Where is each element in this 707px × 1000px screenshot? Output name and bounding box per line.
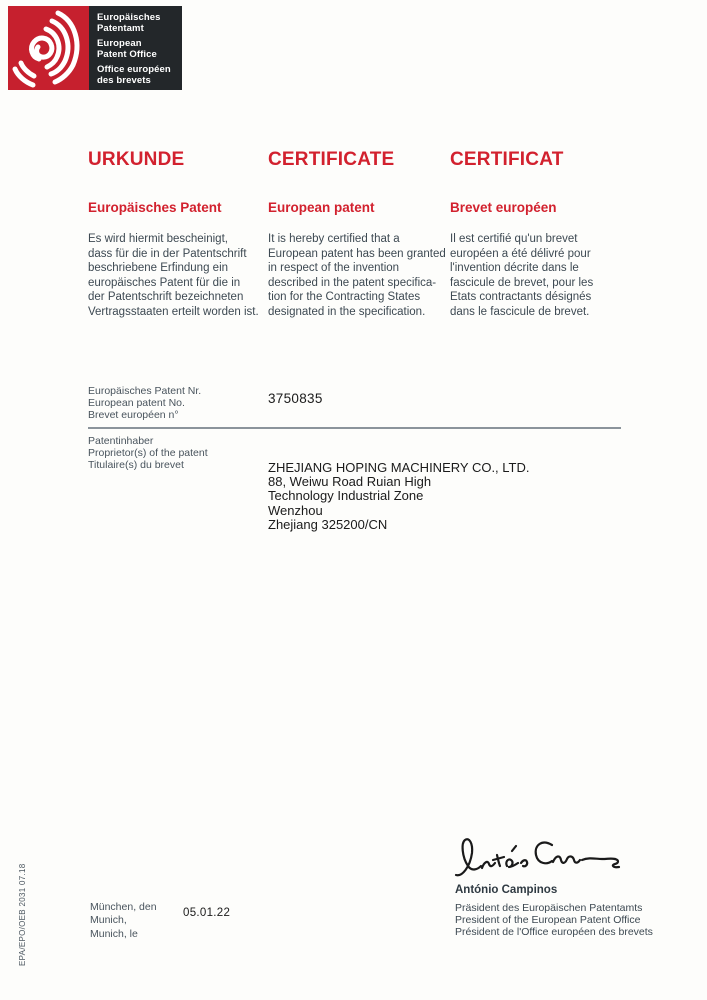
proprietor-address-line: 88, Weiwu Road Ruian High <box>268 474 432 490</box>
body-de-line: dass für die in der Patentschrift <box>88 247 247 260</box>
body-en-line: designated in the specification. <box>268 305 426 318</box>
body-en-line: tion for the Contracting States <box>268 291 421 304</box>
proprietor-label-de: Patentinhaber <box>88 435 154 447</box>
proprietor-address-line: Technology Industrial Zone <box>268 488 424 504</box>
body-de-line: beschriebene Erfindung ein <box>88 262 229 275</box>
signature-handwriting <box>452 833 652 888</box>
body-fr-line: Etats contractants désignés <box>450 291 592 304</box>
patent-number-label-de: Europäisches Patent Nr. <box>88 385 202 397</box>
logo-org-de-line2: Patentamt <box>97 22 144 34</box>
body-fr-line: Il est certifié qu'un brevet <box>450 233 578 245</box>
title-en: CERTIFICATE <box>268 149 395 170</box>
issue-date: 05.01.22 <box>183 907 231 919</box>
proprietor-label-fr: Titulaire(s) du brevet <box>88 458 184 471</box>
title-fr: CERTIFICAT <box>450 149 564 170</box>
logo-org-en-line1: European <box>97 38 142 49</box>
logo-org-fr-line2: des brevets <box>97 74 151 86</box>
epo-fingerprint-icon <box>8 6 89 90</box>
patent-number-value: 3750835 <box>268 391 323 406</box>
body-en-line: described in the patent specifica- <box>268 276 437 289</box>
proprietor-labels <box>88 436 268 471</box>
body-fr-line: européen a été délivré pour <box>450 247 591 260</box>
title-de: URKUNDE <box>88 149 185 170</box>
body-de-line: Vertragsstaaten erteilt worden ist. <box>88 305 259 318</box>
subtitle-de: Europäisches Patent <box>88 200 222 215</box>
proprietor-address-line: Wenzhou <box>268 502 323 518</box>
signatory-title-fr: Président de l'Office européen des brevets <box>455 925 653 938</box>
patent-number-label-en: European patent No. <box>88 396 185 409</box>
body-de-line: Es wird hiermit bescheinigt, <box>88 233 228 245</box>
body-en-line: in respect of the invention <box>268 262 400 275</box>
body-paragraph-fr <box>450 232 622 320</box>
body-fr-line: dans le fascicule de brevet. <box>450 305 590 318</box>
signatory-title-de: Präsident des Europäischen Patentamts <box>455 902 643 914</box>
epo-logo <box>8 6 182 90</box>
proprietor-value <box>268 461 529 532</box>
issue-place-en: Munich, <box>90 914 127 927</box>
body-en-line: European patent has been granted <box>268 247 446 260</box>
form-identifier: EPA/EPO/OEB 2031 07.18 <box>18 863 27 966</box>
epo-logo-wordmark <box>89 6 182 90</box>
proprietor-name: ZHEJIANG HOPING MACHINERY CO., LTD. <box>268 460 530 475</box>
patent-number-labels <box>88 386 268 421</box>
subtitle-fr: Brevet européen <box>450 200 557 215</box>
proprietor-label-en: Proprietor(s) of the patent <box>88 446 208 459</box>
issue-place-fr: Munich, le <box>90 927 138 940</box>
signatory-name: António Campinos <box>455 884 558 896</box>
body-de-line: der Patentschrift bezeichneten <box>88 291 244 304</box>
body-fr-line: l'invention décrite dans le <box>450 262 579 275</box>
body-paragraph-en <box>268 232 450 320</box>
body-paragraph-de <box>88 232 268 320</box>
issue-place-labels <box>90 901 157 941</box>
signatory-title-en: President of the European Patent Office <box>455 913 641 926</box>
patent-number-label-fr: Brevet européen n° <box>88 408 179 421</box>
body-en-line: It is hereby certified that a <box>268 233 400 245</box>
subtitle-en: European patent <box>268 200 375 215</box>
logo-org-fr-line1: Office européen <box>97 64 171 75</box>
divider-line <box>88 427 621 429</box>
issue-place-de: München, den <box>90 901 157 913</box>
logo-org-de-line1: Europäisches <box>97 12 161 23</box>
body-de-line: europäisches Patent für die in <box>88 276 241 289</box>
logo-org-en-line2: Patent Office <box>97 48 157 60</box>
signatory-titles <box>455 903 653 939</box>
proprietor-address-line: Zhejiang 325200/CN <box>268 516 388 532</box>
body-fr-line: fascicule de brevet, pour les <box>450 276 594 289</box>
